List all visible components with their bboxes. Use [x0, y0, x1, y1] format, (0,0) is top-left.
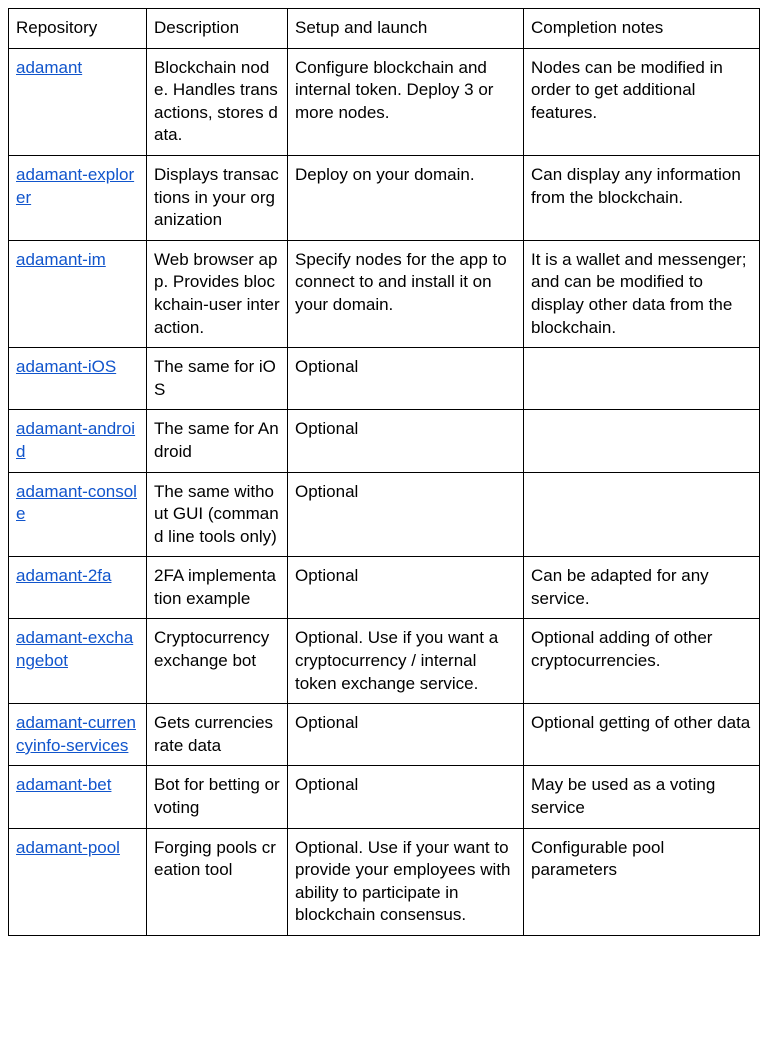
table-row [9, 557, 760, 619]
completion-notes-cell: Can display any information from the blockchain. [524, 155, 760, 240]
repository-cell [9, 348, 147, 410]
repository-link[interactable]: adamant-im [16, 249, 106, 269]
description-cell: Cryptocurrency exchange bot [147, 619, 288, 704]
repository-link[interactable]: adamant-exchangebot [16, 628, 134, 671]
table-row [9, 240, 760, 347]
repositories-table [8, 8, 760, 936]
description-cell: Blockchain node. Handles transactions, stores data. [147, 48, 288, 155]
description-cell: The same without GUI (command line tools only) [147, 472, 288, 557]
setup-cell: Optional [288, 557, 524, 619]
repository-cell [9, 410, 147, 472]
table-row [9, 410, 760, 472]
setup-cell: Optional [288, 410, 524, 472]
table-row [9, 766, 760, 828]
repository-cell [9, 240, 147, 347]
completion-notes-cell: It is a wallet and messenger; and can be modified to display other data from the blockchain. [524, 240, 760, 347]
table-row [9, 348, 760, 410]
completion-notes-cell [524, 472, 760, 557]
description-cell: Displays transactions in your organization [147, 155, 288, 240]
table-row [9, 828, 760, 935]
setup-cell: Configure blockchain and internal token. Deploy 3 or more nodes. [288, 48, 524, 155]
setup-cell: Deploy on your domain. [288, 155, 524, 240]
repository-link[interactable]: adamant-currencyinfo-services [16, 713, 137, 755]
header-repository: Repository [9, 9, 147, 49]
repository-cell [9, 155, 147, 240]
repository-cell [9, 48, 147, 155]
setup-cell: Optional [288, 472, 524, 557]
setup-cell: Optional. Use if your want to provide your employees with ability to participate in blockchain consensus. [288, 828, 524, 935]
repository-cell [9, 828, 147, 935]
description-cell: The same for iOS [147, 348, 288, 410]
table-row [9, 619, 760, 704]
repository-link[interactable]: adamant-2fa [16, 566, 112, 586]
completion-notes-cell: Can be adapted for any service. [524, 557, 760, 619]
repository-link[interactable]: adamant-explorer [16, 164, 135, 207]
repository-link[interactable]: adamant-pool [16, 837, 120, 857]
description-cell: The same for Android [147, 410, 288, 472]
completion-notes-cell: May be used as a voting service [524, 766, 760, 828]
setup-cell: Optional. Use if you want a cryptocurrency / internal token exchange service. [288, 619, 524, 704]
header-completion-notes: Completion notes [524, 9, 760, 49]
completion-notes-cell: Optional adding of other cryptocurrencies. [524, 619, 760, 704]
table-row [9, 472, 760, 557]
repository-cell [9, 472, 147, 557]
repository-cell [9, 704, 147, 766]
completion-notes-cell [524, 348, 760, 410]
header-setup-and-launch: Setup and launch [288, 9, 524, 49]
setup-cell: Optional [288, 766, 524, 828]
description-cell: Gets currencies rate data [147, 704, 288, 766]
table-row [9, 155, 760, 240]
repository-link[interactable]: adamant-bet [16, 775, 112, 795]
header-description: Description [147, 9, 288, 49]
table-header-row [9, 9, 760, 49]
description-cell: 2FA implementation example [147, 557, 288, 619]
description-cell: Forging pools creation tool [147, 828, 288, 935]
description-cell: Bot for betting or voting [147, 766, 288, 828]
repository-link[interactable]: adamant-iOS [16, 357, 117, 377]
setup-cell: Optional [288, 704, 524, 766]
repository-link[interactable]: adamant [16, 57, 83, 77]
repository-cell [9, 557, 147, 619]
setup-cell: Optional [288, 348, 524, 410]
completion-notes-cell: Nodes can be modified in order to get additional features. [524, 48, 760, 155]
repository-cell [9, 619, 147, 704]
table-row [9, 704, 760, 766]
setup-cell: Specify nodes for the app to connect to and install it on your domain. [288, 240, 524, 347]
repository-link[interactable]: adamant-android [16, 419, 136, 461]
completion-notes-cell: Configurable pool parameters [524, 828, 760, 935]
table-row [9, 48, 760, 155]
repository-link[interactable]: adamant-console [16, 481, 137, 524]
completion-notes-cell: Optional getting of other data [524, 704, 760, 766]
repository-cell [9, 766, 147, 828]
completion-notes-cell [524, 410, 760, 472]
description-cell: Web browser app. Provides blockchain-user interaction. [147, 240, 288, 347]
